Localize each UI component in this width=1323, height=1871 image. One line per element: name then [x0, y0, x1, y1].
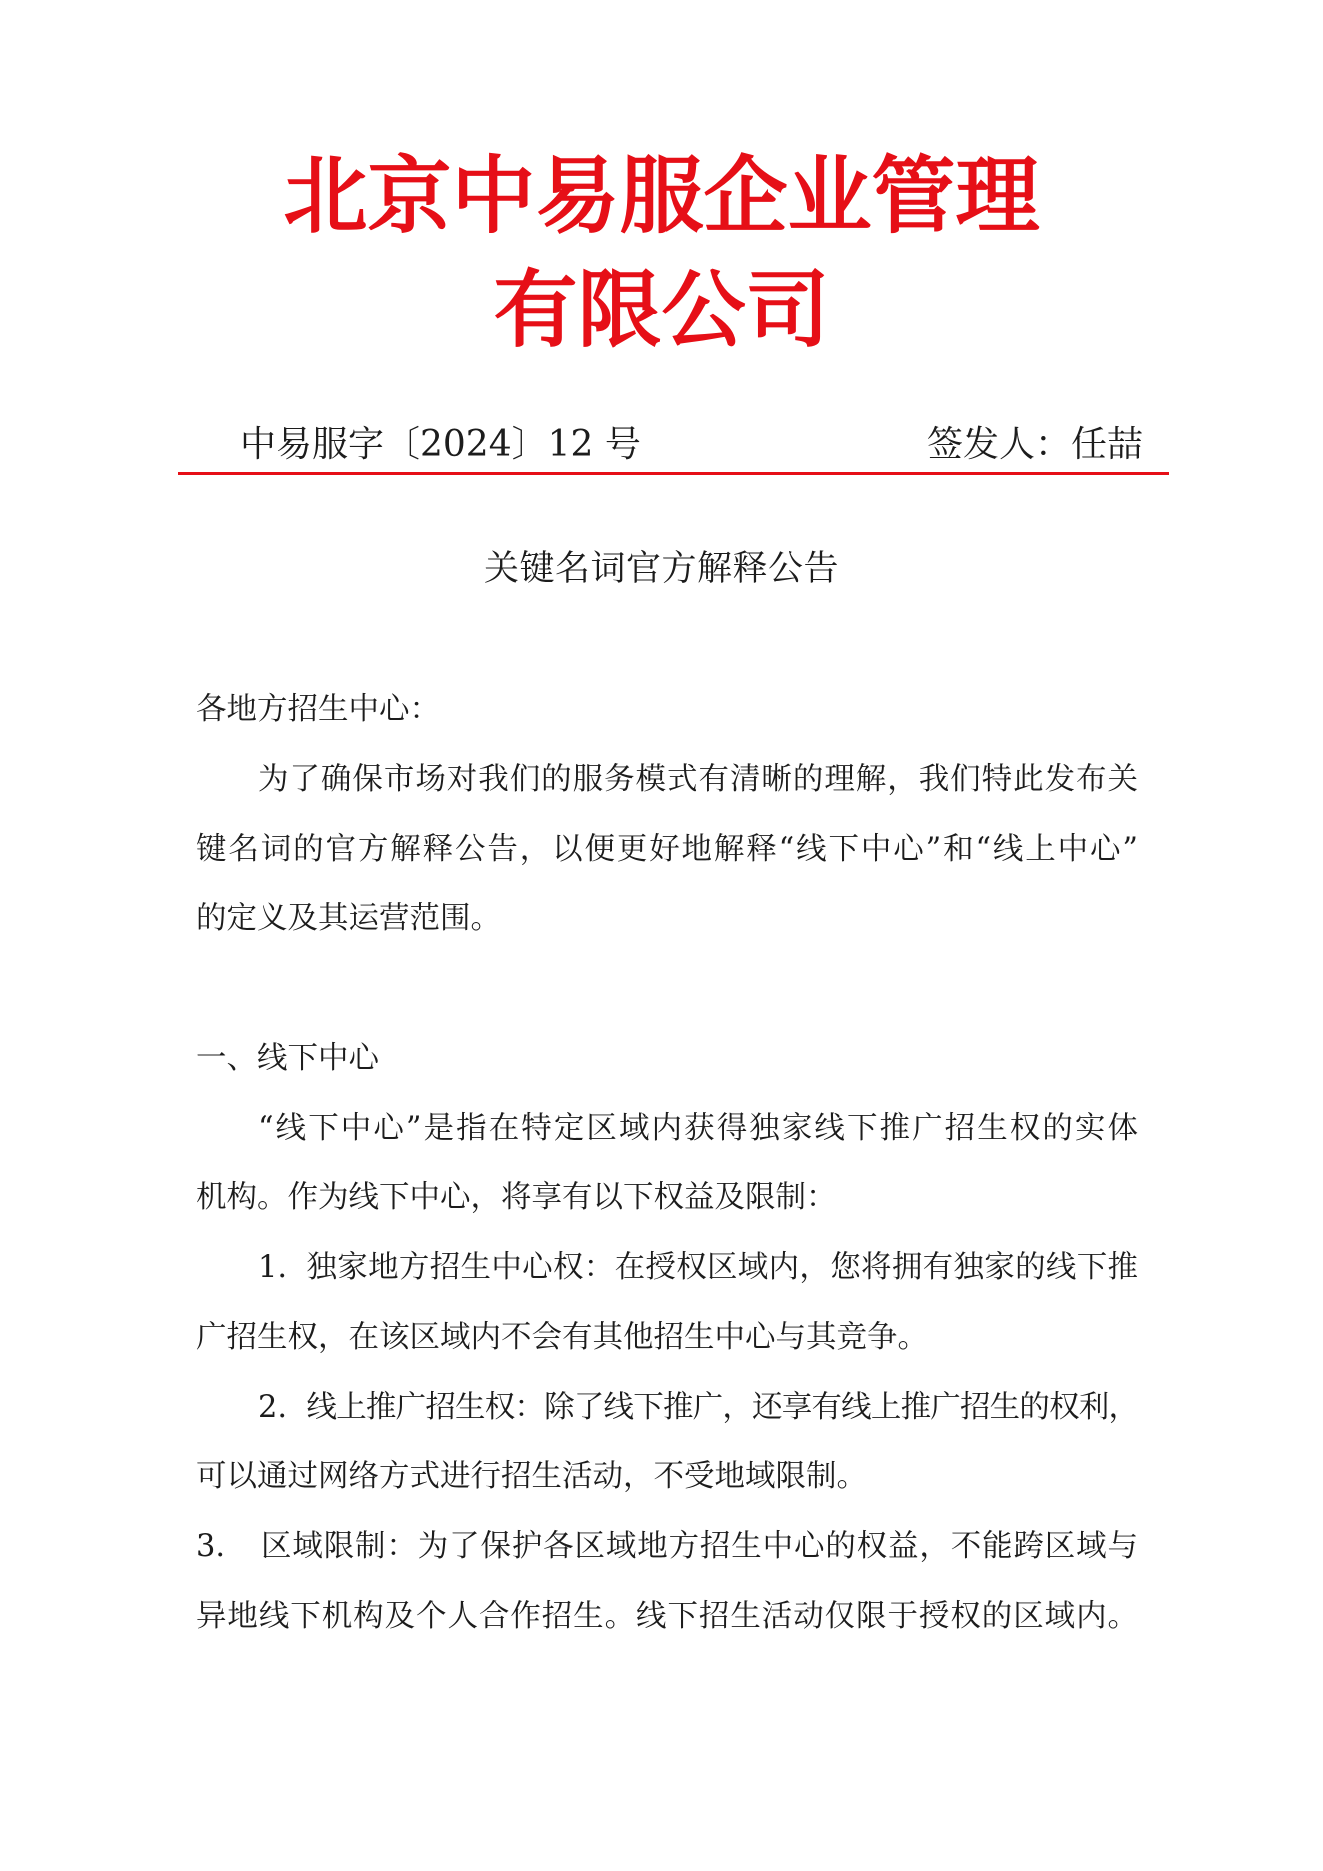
intro-line-2: 键名词的官方解释公告，以便更好地解释“线下中心”和“线上中心” [196, 831, 1138, 867]
list-item-2 [196, 1373, 1138, 1443]
document-body [196, 675, 1138, 1652]
list-item-1-continuation: 广招生权，在该区域内不会有其他招生中心与其竞争。 [196, 1319, 928, 1355]
list-item-number: 2. [258, 1389, 288, 1425]
company-name-line-1: 北京中易服企业管理 [283, 146, 1040, 245]
list-item-text: 独家地方招生中心权：在授权区域内，您将拥有独家的线下推 [306, 1250, 1138, 1285]
list-item-number: 3. [196, 1529, 226, 1564]
list-item-number: 1. [258, 1250, 288, 1285]
intro-line-1: 为了确保市场对我们的服务模式有清晰的理解，我们特此发布关 [258, 761, 1138, 797]
list-item-2-continuation: 可以通过网络方式进行招生活动，不受地域限制。 [196, 1459, 867, 1495]
list-item-text: 区域限制：为了保护各区域地方招生中心的权益，不能跨区域与 [261, 1529, 1138, 1564]
issuer: 签发人：任喆 [926, 424, 1143, 465]
list-item-3-continuation: 异地线下机构及个人合作招生。线下招生活动仅限于授权的区域内。 [196, 1598, 1138, 1634]
intro-line-3: 的定义及其运营范围。 [196, 901, 501, 937]
definition-line-1: “线下中心”是指在特定区域内获得独家线下推广招生权的实体 [258, 1110, 1138, 1146]
list-item-3 [196, 1512, 1138, 1582]
definition-line-2: 机构。作为线下中心，将享有以下权益及限制： [196, 1180, 837, 1216]
list-item-text: 线上推广招生权：除了线下推广，还享有线上推广招生的权利， [306, 1389, 1138, 1425]
salutation: 各地方招生中心： [196, 692, 440, 727]
list-item-1 [196, 1233, 1138, 1303]
blank-line [196, 954, 1138, 1024]
company-name-line-2: 有限公司 [493, 260, 830, 359]
document-number: 中易服字〔2024〕12 号 [240, 424, 641, 465]
letterhead-red-rule [178, 472, 1169, 475]
document-title: 关键名词官方解释公告 [483, 549, 839, 589]
section-heading: 一、线下中心 [196, 1040, 379, 1076]
